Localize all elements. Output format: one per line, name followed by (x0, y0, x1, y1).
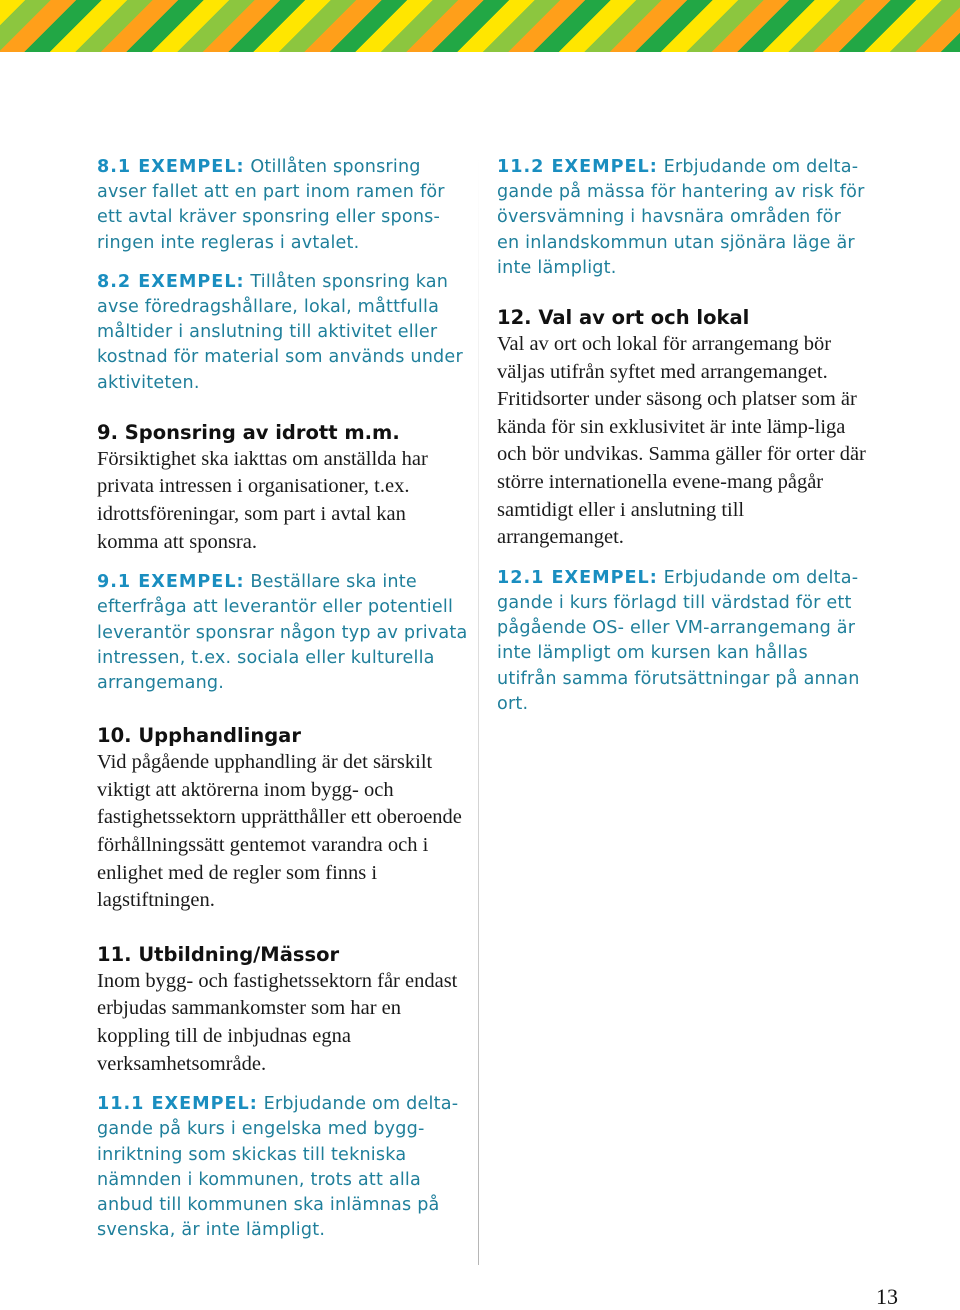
example-9-1 (97, 570, 469, 696)
example-label: 8.2 EXEMPEL: (97, 271, 245, 292)
example-11-1 (97, 1092, 469, 1243)
section-heading-9: 9. Sponsring av idrott m.m. (97, 420, 400, 444)
page-number: 13 (876, 1284, 898, 1309)
example-label: 11.1 EXEMPEL: (97, 1094, 258, 1115)
right-column (497, 155, 869, 717)
example-label: 12.1 EXEMPEL: (497, 567, 658, 588)
section-body-10: Vid pågående upphandling är det särskilt viktigt att aktörerna inom bygg- och fastighetssektorn upprätthåller ett oberoende förhållningssätt gentemot varandra och i enlighet med de regler som finns i lagstiftningen. (97, 751, 462, 912)
example-text: Erbjudande om delta-gande i kurs förlagd till värdstad för ett pågående OS- eller VM-arrangemang är inte lämpligt om kursen kan hållas utifrån samma förutsättningar på annan ort. (497, 567, 860, 714)
section-heading-11: 11. Utbildning/Mässor (97, 942, 340, 966)
column-divider (478, 155, 479, 1265)
example-text: Otillåten sponsring avser fallet att en part inom ramen för ett avtal kräver sponsring eller spons-ringen inte regleras i avtalet. (97, 157, 445, 253)
example-12-1 (497, 566, 869, 717)
example-text: Beställare ska inte efterfråga att leverantör eller potentiell leverantör sponsrar någon typ av privata intressen, t.ex. sociala eller kulturella arrangemang. (97, 572, 468, 694)
example-text: Erbjudande om delta-gande på mässa för hantering av risk för översvämning i havsnära områden för en inlandskommun utan sjönära läge är inte lämpligt. (497, 157, 865, 278)
example-11-2 (497, 155, 869, 281)
example-label: 9.1 EXEMPEL: (97, 572, 245, 593)
example-8-1 (97, 155, 469, 256)
section-heading-10: 10. Upphandlingar (97, 724, 301, 748)
example-text: Tillåten sponsring kan avse föredragshållare, lokal, måttfulla måltider i anslutning till aktivitet eller kostnad för material som används under aktiviteten. (97, 271, 463, 393)
left-column (97, 155, 469, 1243)
decorative-stripe-band (0, 0, 960, 52)
example-label: 11.2 EXEMPEL: (497, 157, 658, 177)
section-heading-12: 12. Val av ort och lokal (497, 306, 750, 330)
section-body-11: Inom bygg- och fastighetssektorn får endast erbjudas sammankomster som har en koppling till de inbjudnas egna verksamhetsområde. (97, 969, 458, 1075)
example-label: 8.1 EXEMPEL: (97, 157, 245, 177)
section-body-12: Val av ort och lokal för arrangemang bör väljas utifrån syftet med arrangemanget. Fritidsorter under säsong och platser som är kända för sin exklusivitet är inte lämp-liga och bör undvikas. Samma gäller för orter där större internationella evene-mang pågår samtidigt eller i anslutning till arrangemanget. (497, 333, 866, 549)
section-body-9: Försiktighet ska iakttas om anställda har privata intressen i organisationer, t.ex. idrottsföreningar, som part i avtal kan komma att sponsra. (97, 447, 428, 553)
example-text: Erbjudande om delta-gande på kurs i engelska med bygg-inriktning som skickas till tekniska nämnden i kommunen, trots att alla anbud till kommunen ska inlämnas på svenska, är inte lämpligt. (97, 1094, 459, 1241)
example-8-2 (97, 270, 469, 396)
